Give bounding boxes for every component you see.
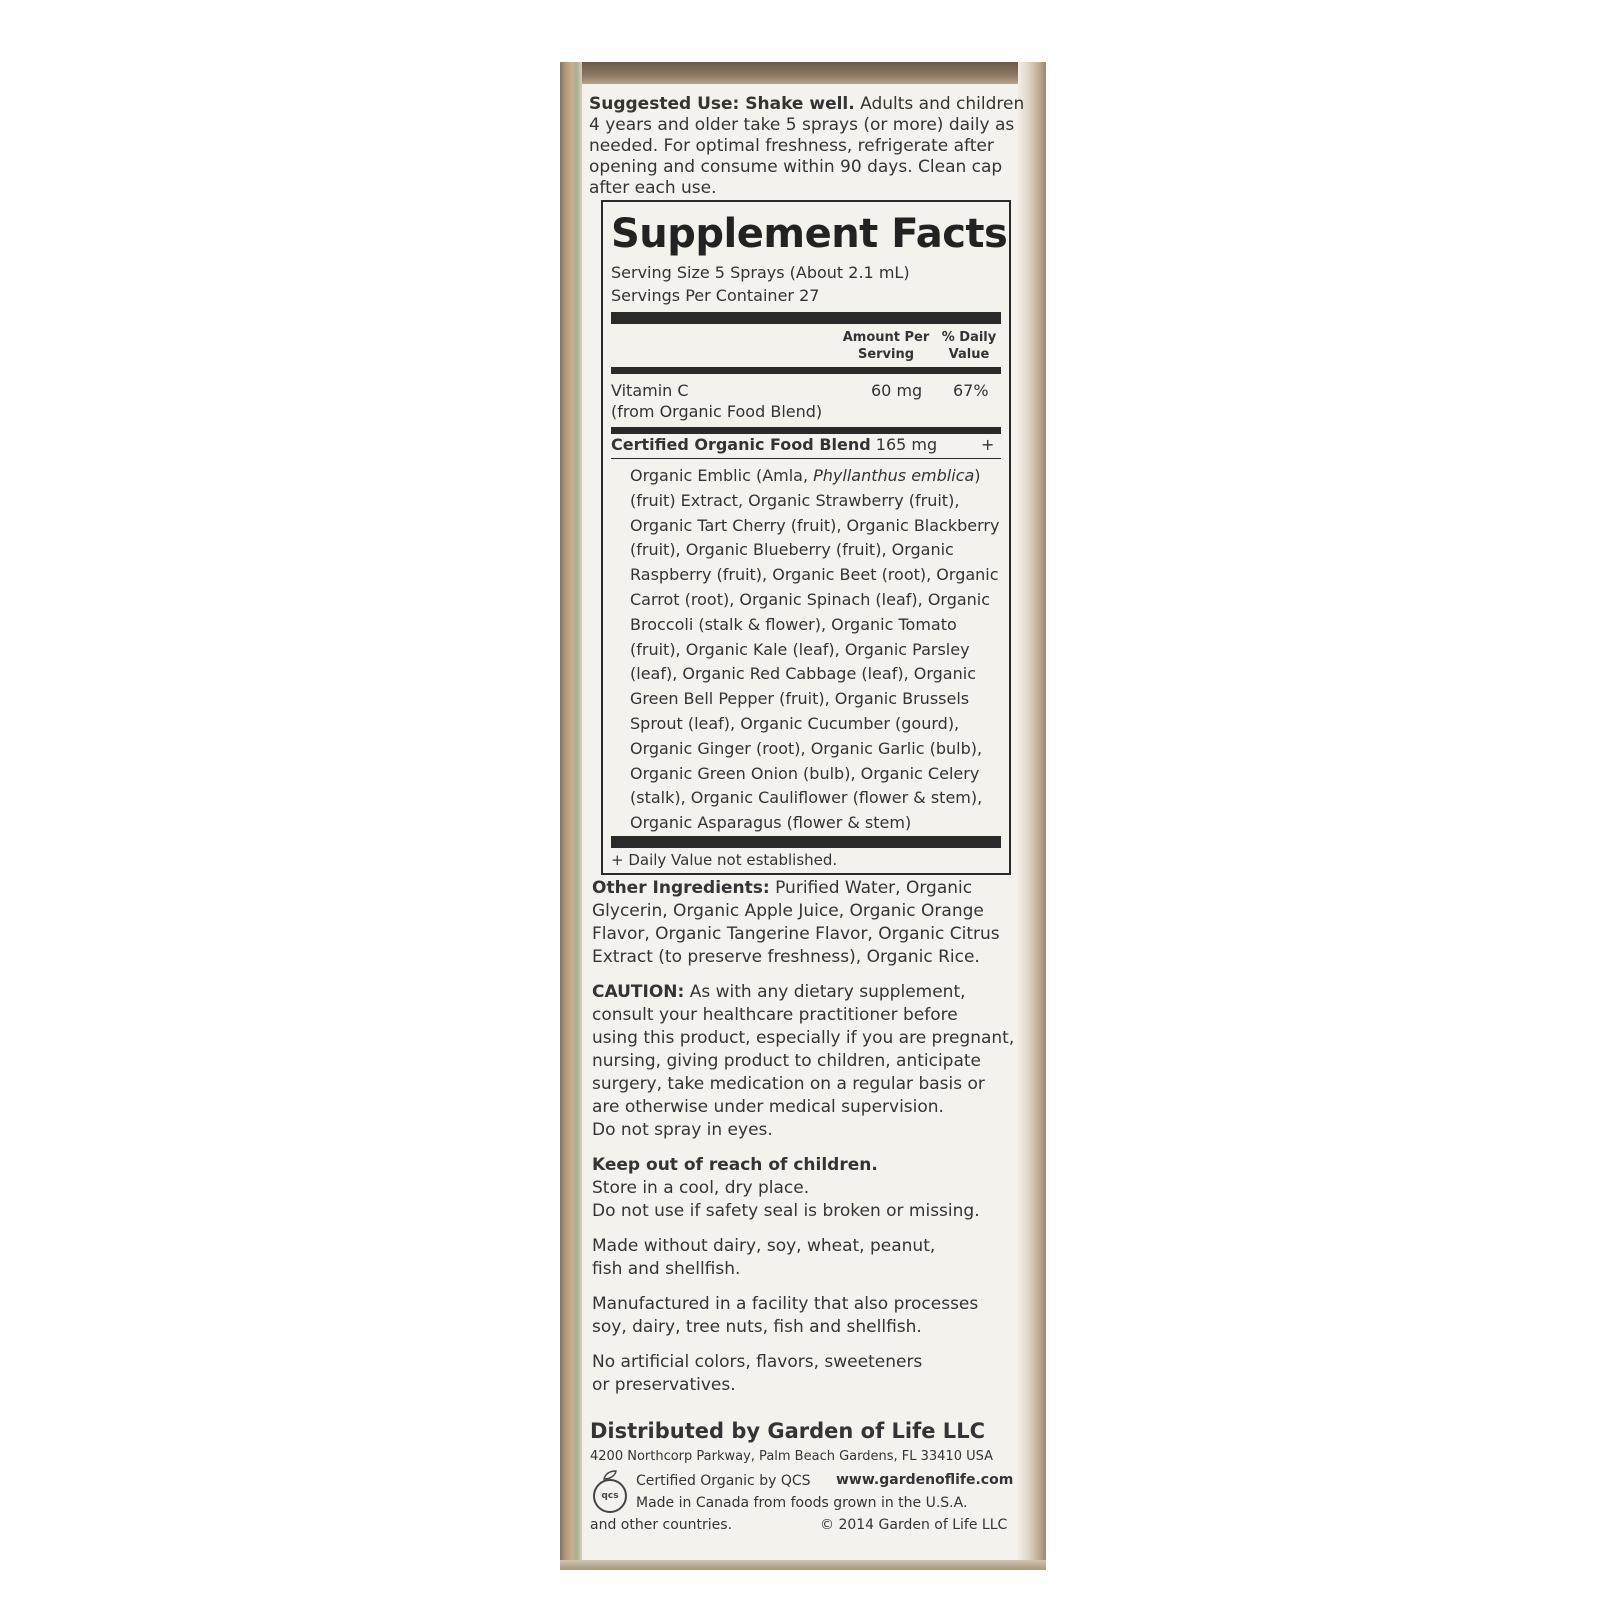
medium-divider (611, 427, 1001, 434)
suggested-use-line: opening and consume within 90 days. Clean cap (589, 157, 1003, 177)
amount-per-serving-header: Amount Per Serving (842, 330, 930, 362)
caution-line: are otherwise under medical supervision. (592, 1097, 944, 1117)
blend-line: (fruit) Extract, Organic Strawberry (fruit), (630, 490, 960, 510)
caution-line: nursing, giving product to children, anticipate (592, 1051, 982, 1071)
caution-line: consult your healthcare practitioner before (592, 1005, 958, 1025)
other-ingredients-line: Flavor, Organic Tangerine Flavor, Organic Citrus (592, 924, 1000, 944)
blend-line: Organic Green Onion (bulb), Organic Celery (630, 763, 980, 783)
thick-divider (611, 836, 1001, 848)
no-artificial-line: or preservatives. (592, 1375, 736, 1395)
allergen-line: Made without dairy, soy, wheat, peanut, (592, 1236, 936, 1256)
blend-row (611, 434, 937, 455)
blend-line: Organic Asparagus (flower & stem) (630, 813, 912, 833)
blend-line: Carrot (root), Organic Spinach (leaf), Organic (630, 589, 991, 609)
thin-divider (611, 458, 1001, 459)
other-countries: and other countries. (590, 1517, 733, 1533)
suggested-use-line: after each use. (589, 178, 717, 198)
vitamin-c-name: Vitamin C (611, 381, 689, 400)
vitamin-c-amount: 60 mg (871, 381, 923, 400)
blend-line: (stalk), Organic Cauliflower (flower & stem), (630, 788, 983, 808)
blend-line: (leaf), Organic Red Cabbage (leaf), Organic (630, 664, 976, 684)
allergen-line: fish and shellfish. (592, 1259, 741, 1279)
suggested-use-line: Adults and children (860, 94, 1025, 114)
servings-per-container: Servings Per Container 27 (611, 286, 820, 305)
copyright: © 2014 Garden of Life LLC (820, 1517, 1008, 1533)
caution-line: using this product, especially if you are pregnant, (592, 1028, 1015, 1048)
made-in-canada: Made in Canada from foods grown in the U.S.A. (636, 1495, 968, 1511)
blend-line: Green Bell Pepper (fruit), Organic Brussels (630, 689, 970, 709)
blend-line: Organic Emblic (Amla, Phyllanthus emblica) (630, 466, 981, 485)
distributor-title: Distributed by Garden of Life LLC (590, 1419, 985, 1443)
caution-line: Do not spray in eyes. (592, 1120, 773, 1140)
suggested-use-label: Suggested Use: Shake well. (589, 94, 855, 114)
keep-out-label: Keep out of reach of children. (592, 1155, 878, 1175)
box-right-edge (1018, 62, 1046, 1570)
supplement-facts-title: Supplement Facts (611, 211, 1008, 257)
daily-value-footnote: + Daily Value not established. (611, 851, 838, 869)
storage-line: Do not use if safety seal is broken or missing. (592, 1201, 980, 1221)
caution-line: surgery, take medication on a regular basis or (592, 1074, 985, 1094)
suggested-use-line: 4 years and older take 5 sprays (or more) daily as (589, 115, 1015, 135)
distributor-address: 4200 Northcorp Parkway, Palm Beach Gardens, FL 33410 USA (590, 1449, 994, 1464)
box-left-edge (560, 62, 582, 1570)
storage-line: Store in a cool, dry place. (592, 1178, 810, 1198)
blend-ingredients (630, 464, 1010, 836)
no-artificial-line: No artificial colors, flavors, sweeteners (592, 1352, 923, 1372)
other-ingredients-line: Extract (to preserve freshness), Organic Rice. (592, 947, 980, 967)
qcs-logo: qcs (593, 1479, 627, 1513)
suggested-use-line: needed. For optimal freshness, refrigerate after (589, 136, 994, 156)
blend-dv: + (981, 435, 995, 454)
medium-divider (611, 367, 1001, 374)
blend-line: Organic Ginger (root), Organic Garlic (bulb), (630, 738, 983, 758)
facility-line: Manufactured in a facility that also processes (592, 1294, 979, 1314)
blend-name: Certified Organic Food Blend (611, 435, 871, 454)
box-top-edge (560, 62, 1046, 84)
facility-line: soy, dairy, tree nuts, fish and shellfish. (592, 1317, 922, 1337)
serving-size: Serving Size 5 Sprays (About 2.1 mL) (611, 263, 910, 282)
vitamin-c-source: (from Organic Food Blend) (611, 402, 823, 421)
blend-line: (fruit), Organic Kale (leaf), Organic Parsley (630, 639, 970, 659)
vitamin-c-dv: 67% (953, 381, 989, 400)
thick-divider (611, 312, 1001, 324)
website-link[interactable]: www.gardenoflife.com (836, 1472, 1014, 1488)
other-ingredients-line: Purified Water, Organic (775, 878, 973, 898)
supplement-facts-panel (601, 200, 1011, 875)
caution-line: As with any dietary supplement, (689, 982, 966, 1002)
blend-line: (fruit), Organic Blueberry (fruit), Organic (630, 540, 954, 560)
blend-line: Organic Tart Cherry (fruit), Organic Blackberry (630, 515, 1000, 535)
other-ingredients-line: Glycerin, Organic Apple Juice, Organic Orange (592, 901, 984, 921)
box-bottom-edge (560, 1560, 1046, 1570)
blend-line: Sprout (leaf), Organic Cucumber (gourd), (630, 713, 960, 733)
blend-amount: 165 mg (875, 435, 938, 454)
daily-value-header: % Daily Value (941, 330, 997, 362)
other-ingredients-label: Other Ingredients: (592, 878, 770, 898)
certified-organic: Certified Organic by QCS (636, 1473, 811, 1489)
caution-label: CAUTION: (592, 982, 685, 1002)
blend-line: Broccoli (stalk & flower), Organic Tomato (630, 614, 957, 634)
blend-line: Raspberry (fruit), Organic Beet (root), Organic (630, 565, 999, 585)
